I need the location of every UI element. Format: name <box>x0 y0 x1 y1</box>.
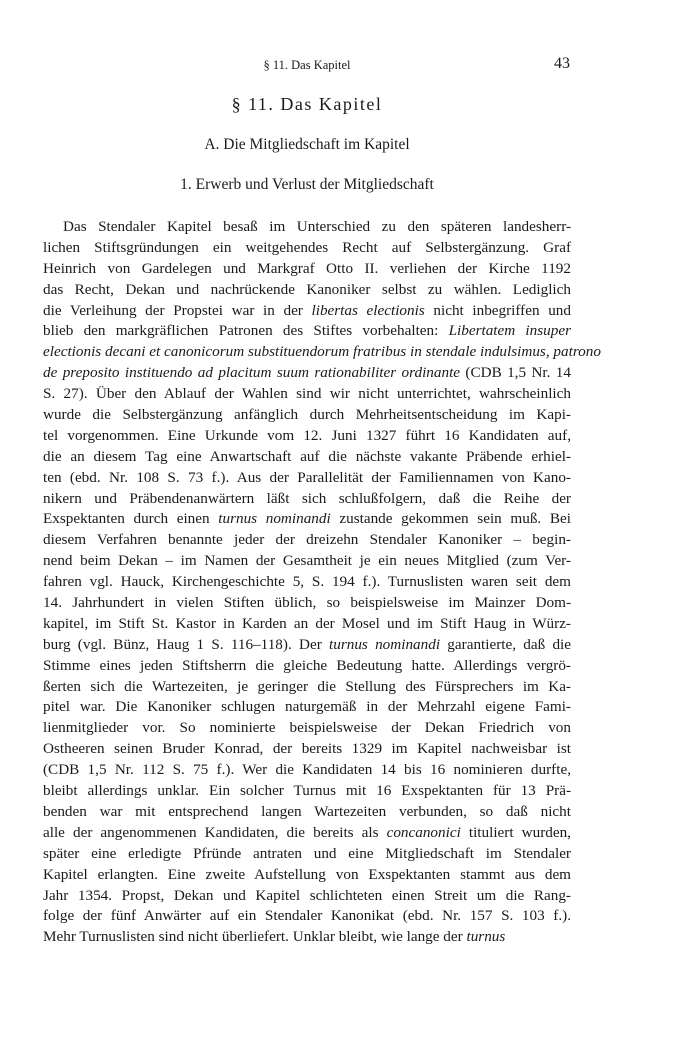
text-run: fahren vgl. Hauck, Kirchengeschichte 5, S. 194 f.). Turnuslisten waren seit dem <box>43 573 571 591</box>
text-line <box>43 635 571 656</box>
text-line <box>43 739 571 760</box>
page-number: 43 <box>554 55 570 72</box>
text-run: ßerten sich die Wartezeiten, je geringer die Stellung des Fürsprechers im Ka- <box>43 677 571 695</box>
italic-latin-term: Libertatem insuper <box>448 322 571 340</box>
text-line <box>43 405 571 426</box>
text-run: S. 27). Über den Ablauf der Wahlen sind wir nicht unterrichtet, wahrscheinlich <box>43 385 571 403</box>
text-line <box>43 342 601 363</box>
text-run: Exspektanten durch einen <box>43 510 219 528</box>
text-run: Mehr Turnuslisten sind nicht überliefert. Unklar bleibt, wie lange der <box>43 928 467 946</box>
text-run: tituliert wurden, <box>460 823 571 841</box>
text-run: tel vorgenommen. Eine Urkunde vom 12. Juni 1327 führt 16 Kandidaten auf, <box>43 426 571 444</box>
text-run: lichen Stiftsgründungen ein weitgehendes Recht auf Selbstergänzung. Graf <box>43 238 571 256</box>
text-line <box>43 760 571 781</box>
italic-latin-term: turnus nominandi <box>218 510 331 528</box>
text-run: Jahr 1354. Propst, Dekan und Kapitel schlichteten einen Streit um die Rang- <box>43 886 571 904</box>
text-run: 14. Jahrhundert in vielen Stiften üblich, so beispielsweise im Mainzer Dom- <box>43 594 571 612</box>
text-run: burg (vgl. Bünz, Haug 1 S. 116–118). Der <box>43 635 330 653</box>
text-line <box>43 551 571 572</box>
body-paragraph <box>43 217 601 948</box>
text-line <box>43 468 571 489</box>
text-run: ten (ebd. Nr. 108 S. 73 f.). Aus der Parallelität der Familiennamen von Kano- <box>43 468 571 486</box>
text-line <box>43 489 571 510</box>
text-run: nend beim Dekan – im Namen der Gesamtheit je ein neues Mitglied (zum Ver- <box>43 552 571 570</box>
text-line <box>43 802 571 823</box>
text-run: pitel war. Die Kanoniker schlugen naturgemäß in der Mehrzahl eigene Fami- <box>43 698 571 716</box>
text-line <box>43 677 571 698</box>
text-run: die Verleihung der Propstei war in der <box>43 301 312 319</box>
text-run: blieb den markgräflichen Patronen des Stiftes vorbehalten: <box>43 322 449 340</box>
italic-latin-term: electionis decani et canonicorum substituendorum fratribus in stendale indulsimus, patrono <box>43 343 601 361</box>
text-run: die an diesem Tag eine Anwartschaft auf die nächste vakante Präbende erhiel- <box>43 447 571 465</box>
text-run: (CDB 1,5 Nr. 14 <box>460 364 571 382</box>
text-line <box>43 614 571 635</box>
text-run: nicht inbegriffen und <box>424 301 571 319</box>
text-line <box>43 656 571 677</box>
text-run: bleibt allerdings unklar. Ein solcher Turnus mit 16 Exspektanten für 13 Prä- <box>43 782 571 800</box>
text-run: das Recht, Dekan und nachrückende Kanoniker selbst zu wählen. Lediglich <box>43 280 571 298</box>
text-run: alle der angenommenen Kandidaten, die bereits als <box>43 823 387 841</box>
italic-latin-term: turnus <box>466 928 506 946</box>
running-head: § 11. Das Kapitel <box>263 58 351 72</box>
text-line <box>43 823 571 844</box>
text-line <box>43 865 571 886</box>
italic-latin-term: libertas electionis <box>311 301 425 319</box>
text-line <box>43 572 571 593</box>
text-line <box>43 697 571 718</box>
subheading-a: A. Die Mitgliedschaft im Kapitel <box>204 136 410 153</box>
text-run: diesem Verfahren benannte jeder der dreizehn Stendaler Kanoniker – begin- <box>43 531 571 549</box>
text-line <box>43 426 571 447</box>
text-run: folge der fünf Anwärter auf ein Stendaler Kanonikat (ebd. Nr. 157 S. 103 f.). <box>43 907 571 925</box>
text-line <box>43 593 571 614</box>
text-line <box>43 384 571 405</box>
text-line <box>43 321 571 342</box>
text-run: Kapitel erlangten. Eine zweite Aufstellung von Exspektanten stammt aus dem <box>43 865 571 883</box>
text-run: garantierte, daß die <box>440 635 571 653</box>
text-line <box>43 927 571 948</box>
text-line <box>43 447 571 468</box>
italic-latin-term: turnus nominandi <box>329 635 441 653</box>
text-run: Ostheeren seinen Bruder Konrad, der bereits 1329 im Kapitel nachweisbar ist <box>43 740 571 758</box>
text-run: (CDB 1,5 Nr. 112 S. 75 f.). Wer die Kandidaten 14 bis 16 nominieren durfte, <box>43 761 571 779</box>
text-run: Heinrich von Gardelegen und Markgraf Otto II. verliehen der Kirche 1192 <box>43 259 571 277</box>
text-line <box>43 238 571 259</box>
text-line <box>43 217 571 238</box>
text-run: Das Stendaler Kapitel besaß im Unterschied zu den späteren landesherr- <box>63 218 571 235</box>
text-run: wurde die Selbstergänzung anfänglich durch Mehrheitsentscheidung im Kapi- <box>43 406 571 424</box>
text-run: zustande gekommen sein muß. Bei <box>330 510 571 528</box>
italic-latin-term: concanonici <box>386 823 461 841</box>
text-line <box>43 718 571 739</box>
text-line <box>43 363 571 384</box>
text-line <box>43 259 571 280</box>
text-run: lienmitglieder vor. So nominierte beispielsweise der Dekan Friedrich von <box>43 719 571 737</box>
text-line <box>43 906 571 927</box>
text-line <box>43 280 571 301</box>
text-line <box>43 781 571 802</box>
text-run: Stimme eines jeden Stiftsherrn die gleiche Bedeutung hatte. Allerdings vergrö- <box>43 656 571 674</box>
subheading-1: 1. Erwerb und Verlust der Mitgliedschaft <box>180 176 434 193</box>
text-run: später eine erledigte Pfründe antraten und eine Mitgliedschaft im Stendaler <box>43 844 571 862</box>
text-run: benden war mit entsprechend langen Wartezeiten verbunden, so daß nicht <box>43 802 571 820</box>
text-line <box>43 530 571 551</box>
text-line <box>43 844 571 865</box>
italic-latin-term: de preposito instituendo ad placitum suum rationabiliter ordinante <box>43 364 461 382</box>
text-line <box>43 886 571 907</box>
text-run: nikern und Präbendenanwärtern läßt sich schlußfolgern, daß die Reihe der <box>43 489 571 507</box>
text-line <box>43 509 571 530</box>
text-line <box>43 301 571 322</box>
text-run: kapitel, im Stift St. Kastor in Karden an der Mosel und im Stift Haug in Würz- <box>43 614 571 632</box>
section-title: § 11. Das Kapitel <box>231 94 383 114</box>
